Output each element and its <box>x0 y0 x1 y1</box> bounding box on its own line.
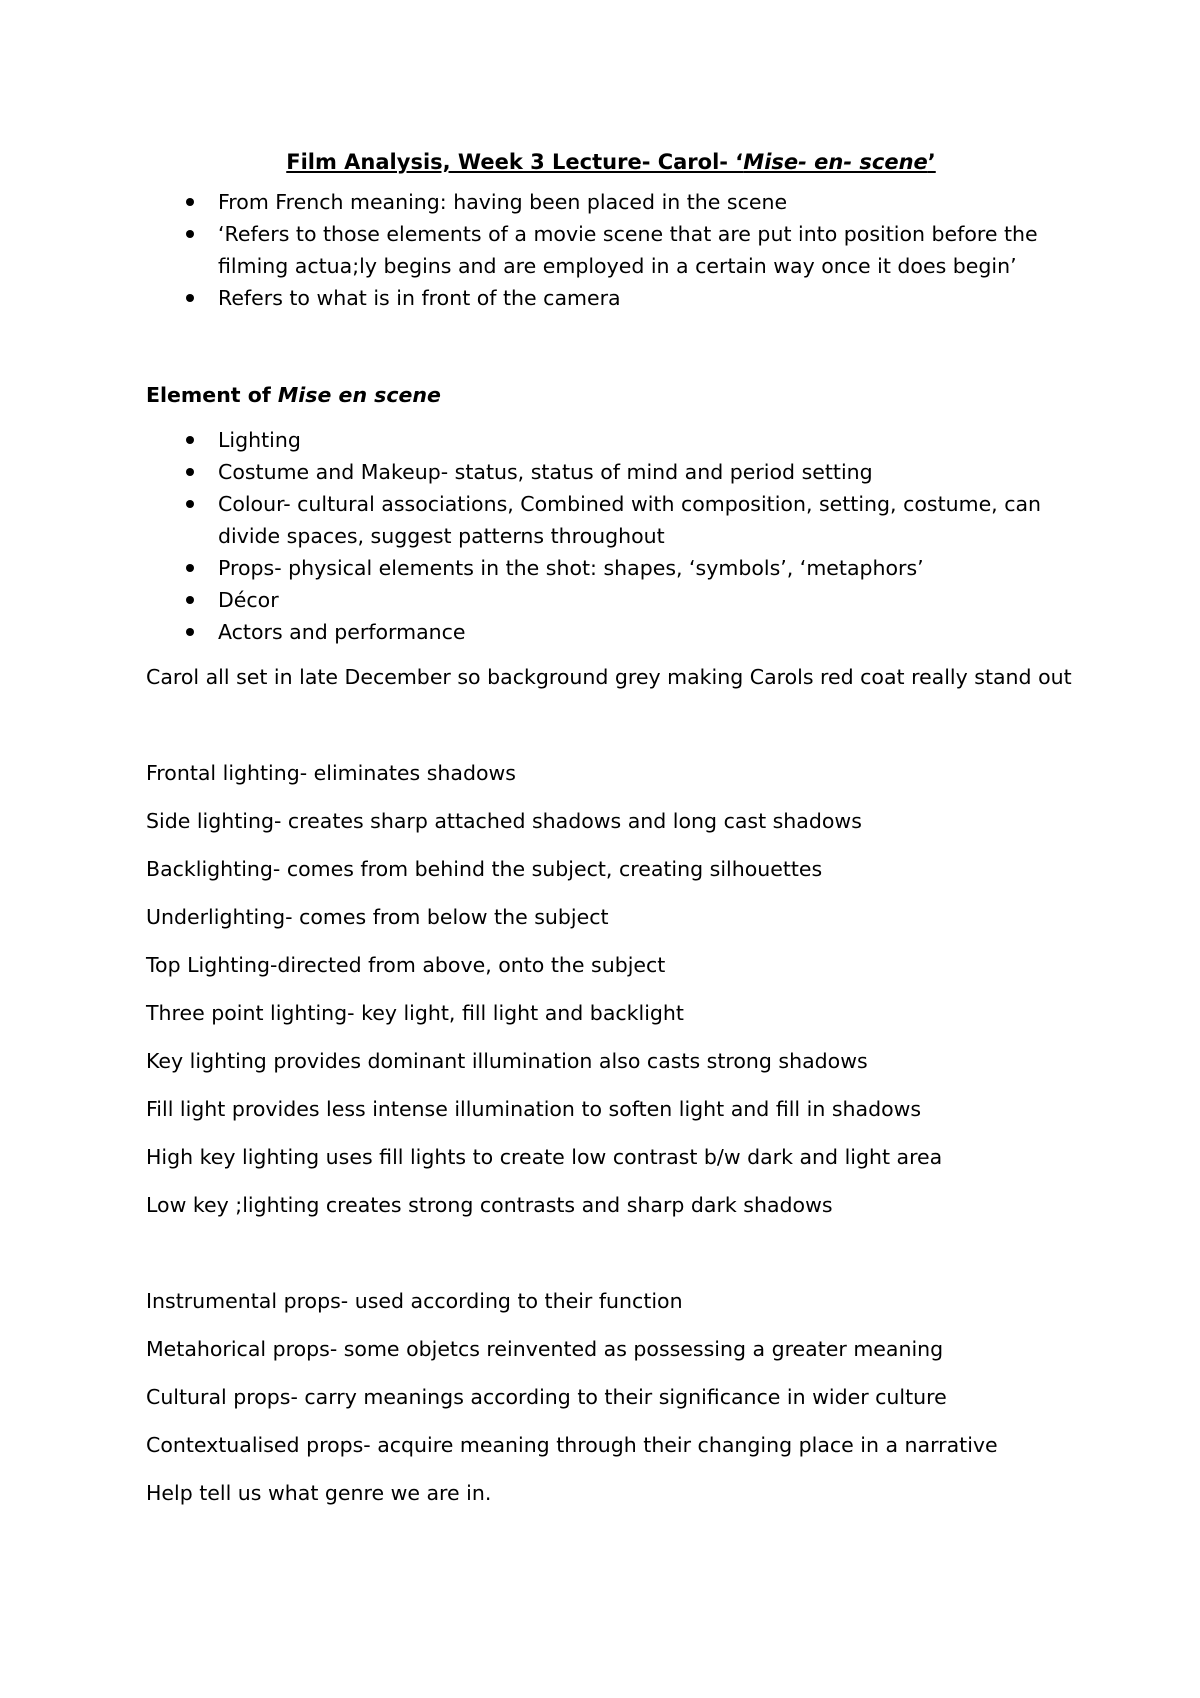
lighting-line: Underlighting- comes from below the subject <box>146 905 609 929</box>
props-line: Cultural props- carry meanings according to their significance in wider culture <box>146 1385 947 1409</box>
element-bullet: Costume and Makeup- status, status of mind and period setting <box>146 456 1076 488</box>
intro-bullet: ‘Refers to those elements of a movie scene that are put into position before the filming actua;ly begins and are employed in a certain way once it does begin’ <box>146 218 1076 282</box>
element-bullet: Décor <box>146 584 1076 616</box>
elements-heading-italic: Mise en scene <box>277 383 441 407</box>
lighting-line: Three point lighting- key light, fill light and backlight <box>146 1001 684 1025</box>
lighting-line: High key lighting uses fill lights to create low contrast b/w dark and light area <box>146 1145 943 1169</box>
lighting-line: Fill light provides less intense illumination to soften light and fill in shadows <box>146 1097 922 1121</box>
element-bullet: Colour- cultural associations, Combined with composition, setting, costume, can divide spaces, suggest patterns throughout <box>146 488 1076 552</box>
props-section <box>146 1285 1076 1509</box>
props-line: Instrumental props- used according to their function <box>146 1289 683 1313</box>
lighting-section <box>146 757 1076 1221</box>
lighting-line: Low key ;lighting creates strong contrasts and sharp dark shadows <box>146 1193 833 1217</box>
lighting-line: Key lighting provides dominant illumination also casts strong shadows <box>146 1049 868 1073</box>
lighting-line: Top Lighting-directed from above, onto the subject <box>146 953 666 977</box>
props-line: Contextualised props- acquire meaning through their changing place in a narrative <box>146 1433 998 1457</box>
props-line: Metahorical props- some objetcs reinvented as possessing a greater meaning <box>146 1337 944 1361</box>
title-main: Film Analysis, Week 3 Lecture- Carol- ‘ <box>286 150 744 174</box>
page-title <box>146 146 1076 178</box>
elements-heading <box>146 379 1076 411</box>
elements-bullet-list <box>146 424 1076 648</box>
intro-bullet: Refers to what is in front of the camera <box>146 282 1076 314</box>
title-italic: Mise- en- scene <box>743 150 928 174</box>
lighting-line: Backlighting- comes from behind the subject, creating silhouettes <box>146 857 823 881</box>
element-bullet: Lighting <box>146 424 1076 456</box>
intro-bullet-list <box>146 186 1076 314</box>
carol-note: Carol all set in late December so background grey making Carols red coat really stand out <box>146 665 1072 689</box>
props-line: Help tell us what genre we are in. <box>146 1481 492 1505</box>
lighting-line: Side lighting- creates sharp attached shadows and long cast shadows <box>146 809 862 833</box>
document-body <box>146 146 1076 1525</box>
lighting-line: Frontal lighting- eliminates shadows <box>146 761 516 785</box>
elements-heading-prefix: Element of <box>146 383 278 407</box>
intro-bullet: From French meaning: having been placed in the scene <box>146 186 1076 218</box>
title-end: ’ <box>927 150 936 174</box>
element-bullet: Actors and performance <box>146 616 1076 648</box>
element-bullet: Props- physical elements in the shot: shapes, ‘symbols’, ‘metaphors’ <box>146 552 1076 584</box>
